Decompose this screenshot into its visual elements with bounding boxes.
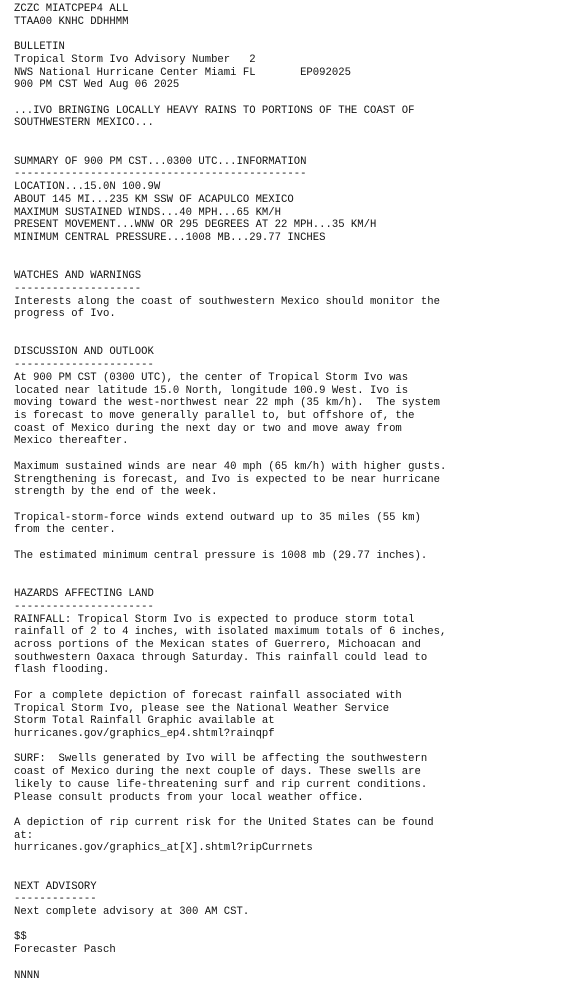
advisory-line: NWS National Hurricane Center Miami FL EP092025 [14, 66, 351, 79]
advisory-line: Tropical-storm-force winds extend outward up to 35 miles (55 km) [14, 511, 421, 524]
advisory-line [14, 28, 446, 41]
advisory-line [14, 957, 446, 970]
advisory-line: ZCZC MIATCPEP4 ALL [14, 3, 129, 15]
advisory-line: MINIMUM CENTRAL PRESSURE...1008 MB...29.77 INCHES [14, 231, 326, 244]
advisory-line: ABOUT 145 MI...235 KM SSW OF ACAPULCO MEXICO [14, 193, 294, 206]
advisory-line [14, 499, 446, 512]
advisory-line: ---------------------------------------------- [14, 168, 307, 181]
advisory-line: Tropical Storm Ivo Advisory Number 2 [14, 53, 256, 66]
advisory-line [14, 448, 446, 461]
advisory-line: DISCUSSION AND OUTLOOK [14, 346, 154, 359]
advisory-line [14, 563, 446, 576]
advisory-line [14, 741, 446, 754]
advisory-line [14, 677, 446, 690]
advisory-line: flash flooding. [14, 664, 110, 677]
advisory-line: -------------------- [14, 282, 142, 295]
advisory-line [14, 575, 446, 588]
advisory-line: rainfall of 2 to 4 inches, with isolated maximum totals of 6 inches, [14, 626, 447, 639]
advisory-line: southwestern Oaxaca through Saturday. This rainfall could lead to [14, 651, 428, 664]
advisory-line: NNNN [14, 969, 40, 982]
advisory-line: Mexico thereafter. [14, 435, 129, 448]
advisory-line: strength by the end of the week. [14, 486, 218, 499]
advisory-line [14, 537, 446, 550]
advisory-line: ---------------------- [14, 600, 154, 613]
advisory-line: is forecast to move generally parallel to, but offshore of, the [14, 410, 415, 422]
advisory-line: ---------------------- [14, 359, 154, 372]
advisory-line [14, 143, 446, 156]
advisory-line: For a complete depiction of forecast rainfall associated with [14, 689, 402, 702]
advisory-line: SUMMARY OF 900 PM CST...0300 UTC...INFORMATION [14, 155, 307, 168]
advisory-line: A depiction of rip current risk for the United States can be found [14, 817, 434, 829]
advisory-line: progress of Ivo. [14, 308, 116, 321]
advisory-line: located near latitude 15.0 North, longitude 100.9 West. Ivo is [14, 384, 409, 397]
advisory-line: ...IVO BRINGING LOCALLY HEAVY RAINS TO PORTIONS OF THE COAST OF [14, 104, 415, 117]
advisory-line: HAZARDS AFFECTING LAND [14, 588, 154, 601]
advisory-text-document [14, 3, 446, 982]
advisory-line: 900 PM CST Wed Aug 06 2025 [14, 79, 180, 92]
advisory-line: moving toward the west-northwest near 22 mph (35 km/h). The system [14, 397, 440, 410]
advisory-line: Please consult products from your local weather office. [14, 791, 364, 804]
advisory-line [14, 92, 446, 105]
advisory-line [14, 334, 446, 347]
advisory-line: TTAA00 KNHC DDHHMM [14, 15, 129, 28]
advisory-line: across portions of the Mexican states of Guerrero, Michoacan and [14, 638, 421, 651]
advisory-line [14, 868, 446, 881]
advisory-line [14, 321, 446, 334]
advisory-line: LOCATION...15.0N 100.9W [14, 181, 161, 194]
advisory-line: WATCHES AND WARNINGS [14, 270, 142, 283]
advisory-line [14, 130, 446, 143]
advisory-line: Forecaster Pasch [14, 944, 116, 957]
advisory-line: BULLETIN [14, 41, 65, 54]
advisory-line [14, 919, 446, 932]
advisory-line: $$ [14, 931, 27, 944]
advisory-line: hurricanes.gov/graphics_ep4.shtml?rainqpf [14, 727, 275, 740]
advisory-line: coast of Mexico during the next couple of days. These swells are [14, 766, 421, 779]
advisory-line: At 900 PM CST (0300 UTC), the center of Tropical Storm Ivo was [14, 371, 409, 384]
advisory-line: RAINFALL: Tropical Storm Ivo is expected to produce storm total [14, 613, 415, 626]
advisory-line: MAXIMUM SUSTAINED WINDS...40 MPH...65 KM/H [14, 206, 282, 219]
advisory-line [14, 855, 446, 868]
advisory-line: PRESENT MOVEMENT...WNW OR 295 DEGREES AT 22 MPH...35 KM/H [14, 219, 377, 232]
advisory-line [14, 257, 446, 270]
advisory-line: likely to cause life-threatening surf and rip current conditions. [14, 778, 428, 791]
advisory-line: SURF: Swells generated by Ivo will be affecting the southwestern [14, 753, 428, 766]
advisory-line: Strengthening is forecast, and Ivo is expected to be near hurricane [14, 473, 440, 486]
advisory-line: ------------- [14, 893, 97, 906]
advisory-line: Tropical Storm Ivo, please see the National Weather Service [14, 702, 390, 715]
advisory-line: from the center. [14, 524, 116, 537]
advisory-line: coast of Mexico during the next day or two and move away from [14, 422, 402, 435]
advisory-line: The estimated minimum central pressure is 1008 mb (29.77 inches). [14, 549, 428, 562]
advisory-line: at: [14, 829, 34, 842]
advisory-line: NEXT ADVISORY [14, 880, 97, 893]
advisory-line: Storm Total Rainfall Graphic available at [14, 715, 275, 728]
advisory-line: hurricanes.gov/graphics_at[X].shtml?ripCurrnets [14, 842, 313, 855]
advisory-line: Next complete advisory at 300 AM CST. [14, 906, 250, 919]
advisory-line: SOUTHWESTERN MEXICO... [14, 117, 154, 130]
advisory-line [14, 804, 446, 817]
advisory-line [14, 245, 446, 258]
advisory-line: Interests along the coast of southwestern Mexico should monitor the [14, 295, 440, 308]
advisory-line: Maximum sustained winds are near 40 mph (65 km/h) with higher gusts. [14, 460, 447, 473]
